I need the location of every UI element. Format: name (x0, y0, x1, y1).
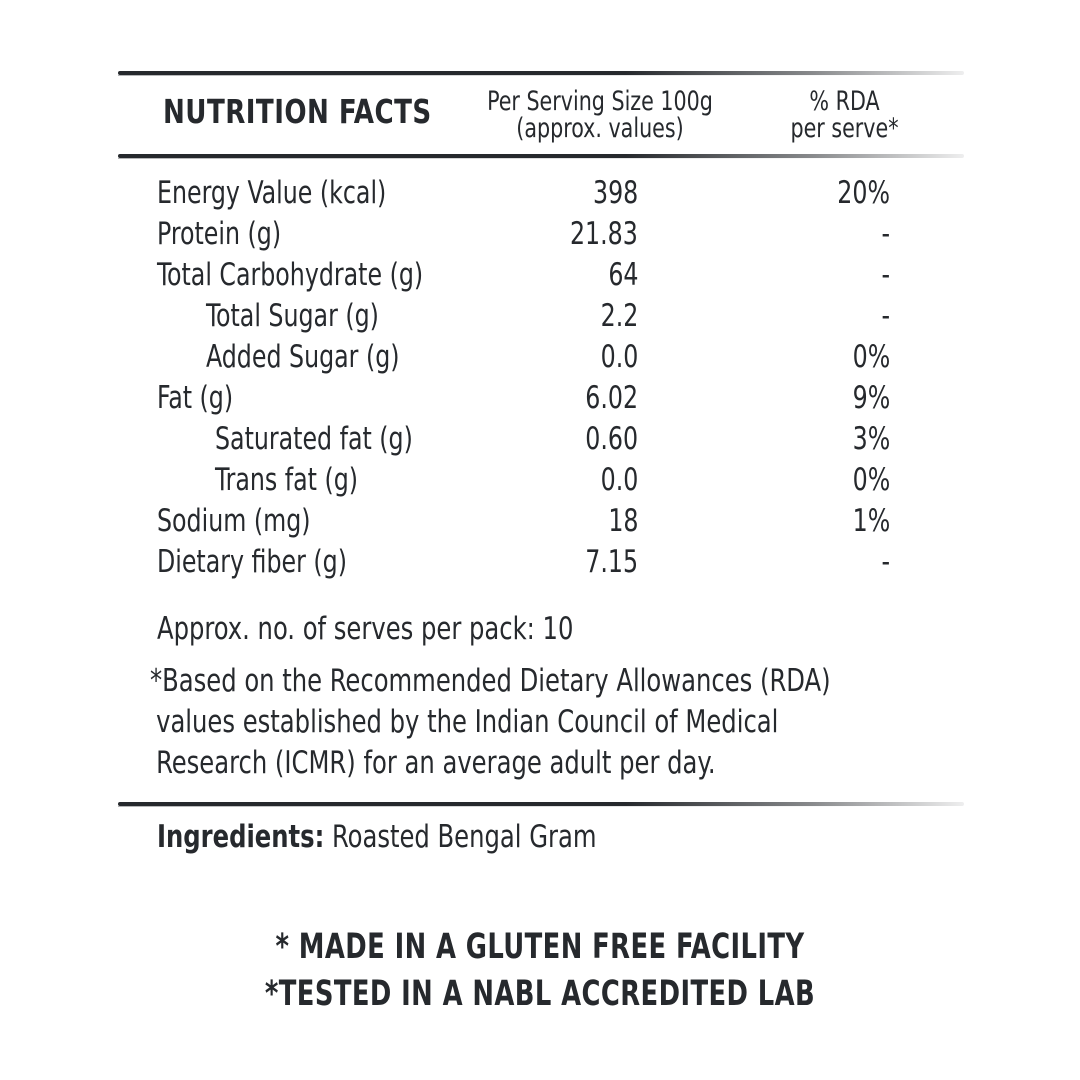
nutrient-rda: 0% (852, 462, 890, 498)
nutrient-value: 21.83 (570, 216, 638, 252)
table-row (0, 378, 1080, 419)
table-row (0, 501, 1080, 542)
nutrient-value: 0.0 (600, 339, 638, 375)
nutrient-rda: - (881, 544, 890, 580)
nutrient-rda: - (881, 216, 890, 252)
nutrient-value: 398 (592, 175, 638, 211)
table-row (0, 542, 1080, 583)
serves-per-pack: Approx. no. of serves per pack: 10 (157, 611, 574, 647)
nutrient-value: 2.2 (600, 298, 638, 334)
nutrient-rda: 1% (852, 503, 890, 539)
table-row (0, 296, 1080, 337)
nutrient-rda: - (881, 257, 890, 293)
nutrient-value: 18 (607, 503, 638, 539)
nutrient-label: Added Sugar (g) (206, 339, 400, 375)
nabl-lab-claim: *TESTED IN A NABL ACCREDITED LAB (264, 974, 816, 1014)
nutrient-rda: 0% (852, 339, 890, 375)
table-row (0, 460, 1080, 501)
serving-size-header (473, 88, 728, 142)
nutrient-value: 0.0 (600, 462, 638, 498)
table-row (0, 173, 1080, 214)
nutrient-label: Total Sugar (g) (206, 298, 379, 334)
nutrient-label: Fat (g) (157, 380, 234, 416)
rda-header (766, 88, 923, 142)
nutrient-value: 6.02 (585, 380, 638, 416)
nutrient-value: 0.60 (585, 421, 638, 457)
nutrient-label: Total Carbohydrate (g) (157, 257, 424, 293)
nutrient-label: Protein (g) (157, 216, 282, 252)
nutrient-value: 64 (607, 257, 638, 293)
rda-header-line2: per serve* (790, 113, 899, 144)
footnote-line1: *Based on the Recommended Dietary Allowances (RDA) (150, 663, 831, 699)
ingredients-value: Roasted Bengal Gram (331, 819, 597, 855)
nutrient-label: Dietary fiber (g) (157, 544, 347, 580)
rda-header-line1: % RDA (809, 86, 880, 117)
top-divider (118, 71, 964, 75)
nutrient-label: Saturated fat (g) (215, 421, 413, 457)
nutrient-rda: 9% (852, 380, 890, 416)
table-row (0, 337, 1080, 378)
footnote-line2: values established by the Indian Council of Medical (156, 704, 779, 740)
nutrient-value: 7.15 (585, 544, 638, 580)
nutrient-rda: 3% (852, 421, 890, 457)
table-row (0, 419, 1080, 460)
footnote-line3: Research (ICMR) for an average adult per day. (156, 745, 716, 781)
rda-footnote (150, 661, 831, 784)
header-divider (118, 154, 964, 158)
gluten-free-claim: * MADE IN A GLUTEN FREE FACILITY (275, 927, 805, 967)
nutrient-rda: - (881, 298, 890, 334)
serving-size-line2: (approx. values) (516, 113, 684, 144)
ingredients (157, 817, 597, 858)
serving-size-line1: Per Serving Size 100g (487, 86, 713, 117)
nutrient-label: Trans fat (g) (215, 462, 359, 498)
table-row (0, 255, 1080, 296)
nutrient-label: Sodium (mg) (157, 503, 311, 539)
nutrient-label: Energy Value (kcal) (157, 175, 387, 211)
table-row (0, 214, 1080, 255)
nutrition-facts-title: NUTRITION FACTS (163, 92, 432, 131)
ingredients-label: Ingredients: (157, 819, 325, 855)
nutrient-rda: 20% (837, 175, 890, 211)
ingredients-divider (118, 802, 964, 806)
